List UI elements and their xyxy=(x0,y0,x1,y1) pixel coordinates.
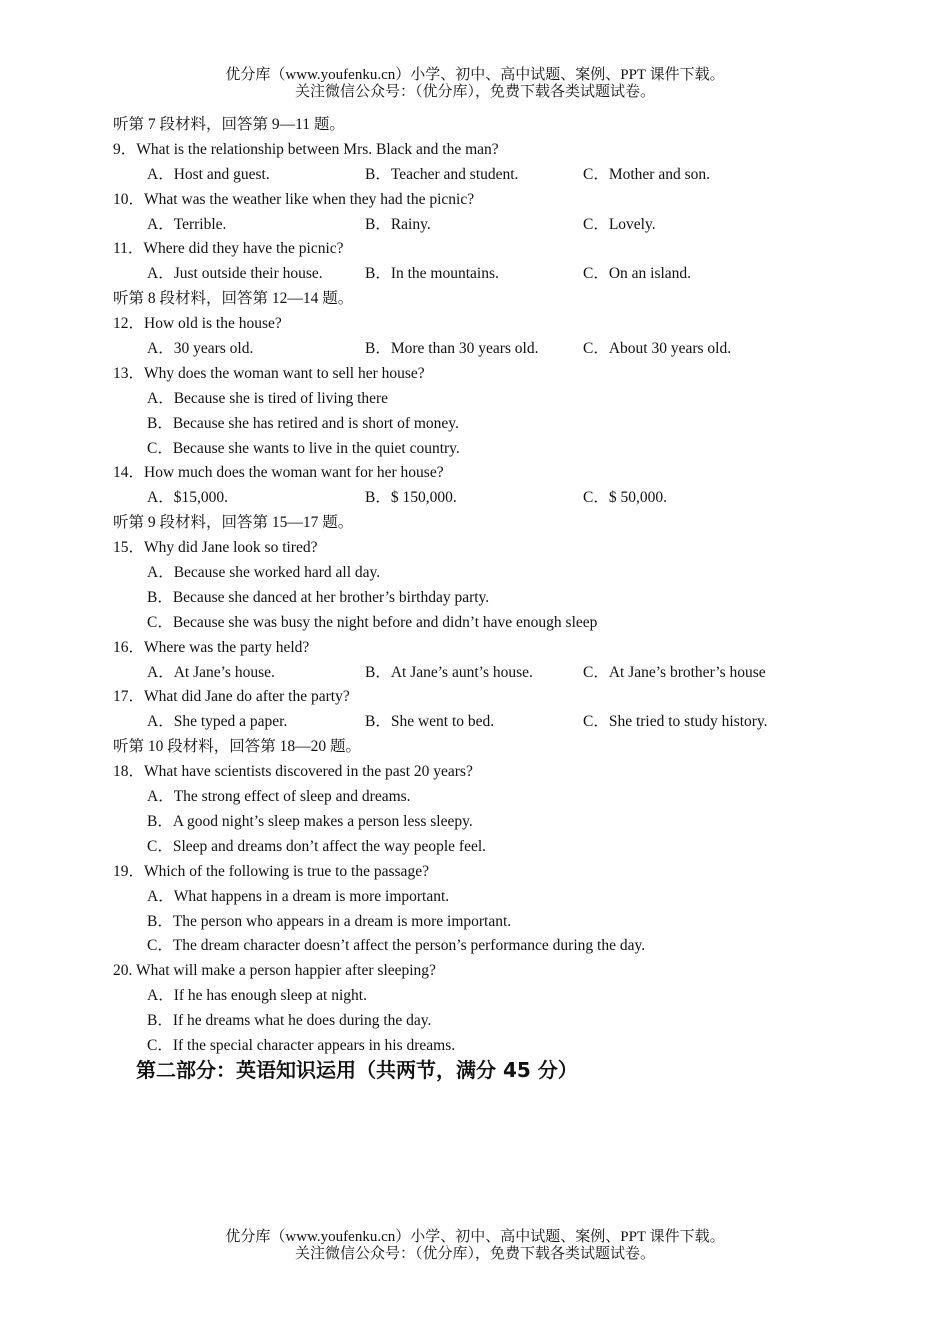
option-b: B．More than 30 years old. xyxy=(365,340,539,358)
option-a: A．$15,000. xyxy=(147,489,228,507)
question-14-options xyxy=(113,486,873,511)
option-a: A．Terrible. xyxy=(147,215,227,233)
option-a: A．Just outside their house. xyxy=(147,265,323,283)
option-b: B．The person who appears in a dream is more important. xyxy=(147,912,512,930)
question-9-stem: 9．What is the relationship between Mrs. Black and the man? xyxy=(113,140,499,158)
section-7-instruction: 听第 7 段材料，回答第 9—11 题。 xyxy=(113,116,345,133)
question-18-stem: 18．What have scientists discovered in the past 20 years? xyxy=(113,763,473,781)
option-b: B．She went to bed. xyxy=(365,713,495,731)
option-c: C．If the special character appears in his dreams. xyxy=(147,1036,456,1054)
page-header xyxy=(0,67,950,101)
section-8-instruction: 听第 8 段材料，回答第 12—14 题。 xyxy=(113,290,354,308)
option-b: B．At Jane’s aunt’s house. xyxy=(365,663,533,681)
question-9-options xyxy=(113,163,873,188)
footer-line-1: 优分库（www.youfenku.cn）小学、初中、高中试题、案例、PPT 课件下载。 xyxy=(225,1229,725,1245)
option-a: A．What happens in a dream is more important. xyxy=(147,887,450,905)
question-20-stem: 20. What will make a person happier after sleeping? xyxy=(113,962,436,980)
option-c: C．She tried to study history. xyxy=(583,713,768,731)
question-16-stem: 16．Where was the party held? xyxy=(113,638,310,656)
page-footer xyxy=(0,1229,950,1263)
option-c: C．Because she wants to live in the quiet country. xyxy=(147,439,460,457)
section-10-instruction: 听第 10 段材料，回答第 18—20 题。 xyxy=(113,738,362,756)
option-c: C．The dream character doesn’t affect the person’s performance during the day. xyxy=(147,937,646,955)
option-a: A．Because she is tired of living there xyxy=(147,389,389,407)
option-c: C．At Jane’s brother’s house xyxy=(583,663,766,681)
question-16-options xyxy=(113,661,873,686)
question-15-stem: 15．Why did Jane look so tired? xyxy=(113,539,318,557)
option-a: A．At Jane’s house. xyxy=(147,663,275,681)
option-c: C．Mother and son. xyxy=(583,165,711,183)
option-c: C．Lovely. xyxy=(583,215,656,233)
option-b: B．$ 150,000. xyxy=(365,489,457,507)
option-b: B．Because she danced at her brother’s birthday party. xyxy=(147,588,490,606)
part-2-heading: 第二部分：英语知识运用（共两节，满分 45 分） xyxy=(136,1058,578,1082)
question-19-stem: 19．Which of the following is true to the passage? xyxy=(113,862,429,880)
option-a: A．Because she worked hard all day. xyxy=(147,564,381,582)
question-11-options xyxy=(113,262,873,287)
option-c: C．$ 50,000. xyxy=(583,489,667,507)
option-c: C．Because she was busy the night before and didn’t have enough sleep xyxy=(147,613,598,631)
option-a: A．30 years old. xyxy=(147,340,254,358)
header-line-1: 优分库（www.youfenku.cn）小学、初中、高中试题、案例、PPT 课件下载。 xyxy=(225,67,725,83)
header-line-2: 关注微信公众号：（优分库），免费下载各类试题试卷。 xyxy=(294,84,655,100)
question-17-stem: 17．What did Jane do after the party? xyxy=(113,688,350,706)
option-a: A．Host and guest. xyxy=(147,165,270,183)
option-b: B．Because she has retired and is short of money. xyxy=(147,414,459,432)
option-b: B．A good night’s sleep makes a person less sleepy. xyxy=(147,812,473,830)
option-b: B．Teacher and student. xyxy=(365,165,519,183)
option-a: A．If he has enough sleep at night. xyxy=(147,987,367,1005)
option-a: A．She typed a paper. xyxy=(147,713,288,731)
question-14-stem: 14．How much does the woman want for her house? xyxy=(113,464,444,482)
option-b: B．Rainy. xyxy=(365,215,431,233)
question-10-options xyxy=(113,213,873,238)
question-10-stem: 10．What was the weather like when they had the picnic? xyxy=(113,190,475,208)
exam-content xyxy=(113,113,873,1059)
question-12-stem: 12．How old is the house? xyxy=(113,315,282,333)
option-c: C．Sleep and dreams don’t affect the way people feel. xyxy=(147,837,487,855)
question-13-stem: 13．Why does the woman want to sell her house? xyxy=(113,364,425,382)
question-12-options xyxy=(113,337,873,362)
option-c: C．About 30 years old. xyxy=(583,340,732,358)
question-11-stem: 11．Where did they have the picnic? xyxy=(113,240,344,258)
option-a: A．The strong effect of sleep and dreams. xyxy=(147,788,411,806)
option-b: B．If he dreams what he does during the day. xyxy=(147,1012,432,1030)
footer-line-2: 关注微信公众号：（优分库），免费下载各类试题试卷。 xyxy=(294,1246,655,1262)
question-17-options xyxy=(113,710,873,735)
option-b: B．In the mountains. xyxy=(365,265,499,283)
option-c: C．On an island. xyxy=(583,265,692,283)
section-9-instruction: 听第 9 段材料，回答第 15—17 题。 xyxy=(113,514,354,532)
